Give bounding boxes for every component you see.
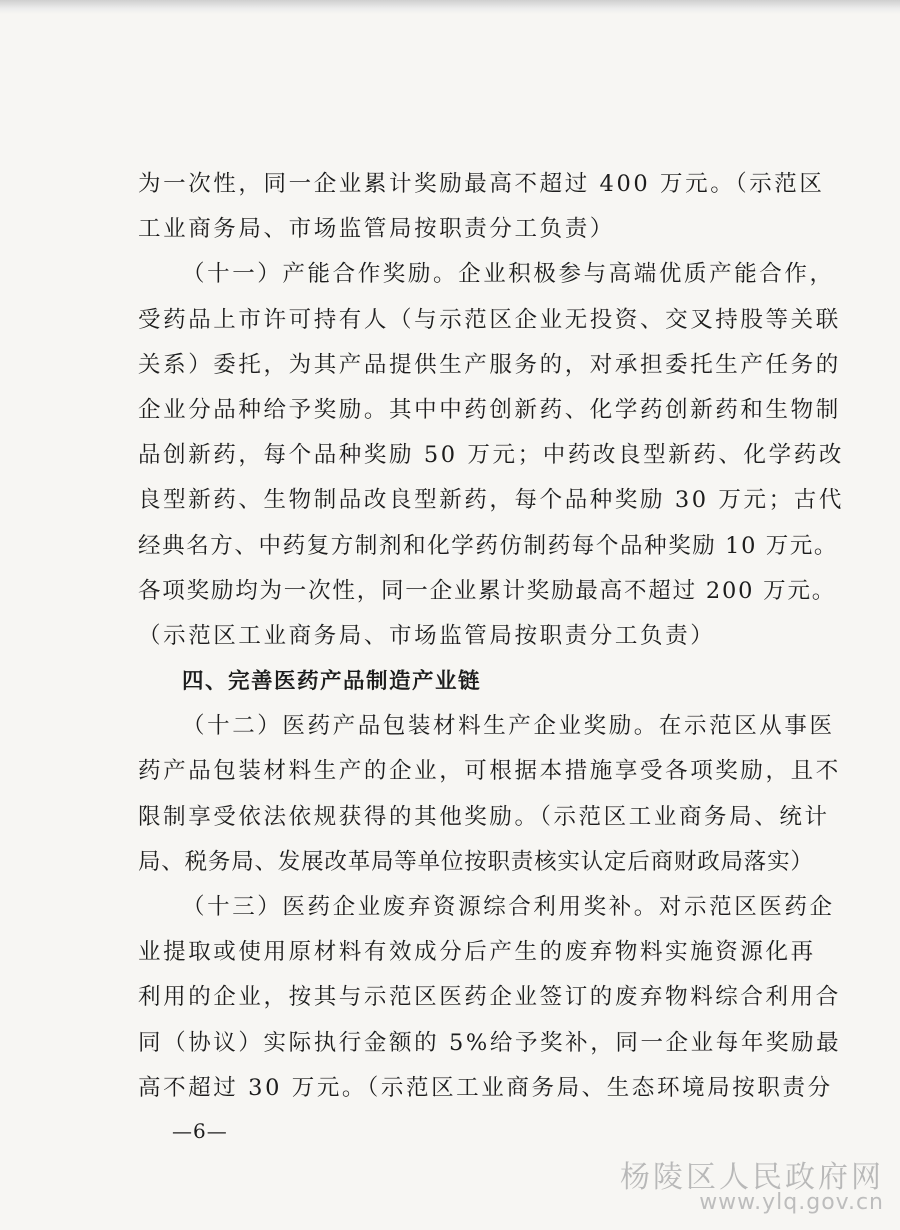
paragraph-line: 限制享受依法依规获得的其他奖励。（示范区工业商务局、统计 <box>138 803 830 830</box>
scan-top-edge <box>0 0 900 14</box>
document-body <box>138 162 844 1111</box>
paragraph-line: 局、税务局、发展改革局等单位按职责核实认定后商财政局落实） <box>138 848 814 875</box>
paragraph-line: （十一）产能合作奖励。企业积极参与高端优质产能合作， <box>182 261 835 288</box>
paragraph-line: 关系）委托，为其产品提供生产服务的，对承担委托生产任务的 <box>138 351 841 378</box>
paragraph-line: （十二）医药产品包装材料生产企业奖励。在示范区从事医 <box>182 713 835 740</box>
watermark-url: www.ylq.gov.cn <box>699 1190 884 1215</box>
paragraph-line: 各项奖励均为一次性，同一企业累计奖励最高不超过 200 万元。 <box>138 577 837 604</box>
paragraph-line: 良型新药、生物制品改良型新药，每个品种奖励 30 万元；古代 <box>138 487 844 514</box>
paragraph-line: 利用的企业，按其与示范区医药企业签订的废弃物料综合利用合 <box>138 984 841 1011</box>
paragraph-line: 业提取或使用原材料有效成分后产生的废弃物料实施资源化再 <box>138 939 816 966</box>
paragraph-line: （十三）医药企业废弃资源综合利用奖补。对示范区医药企 <box>182 894 835 920</box>
paragraph-line: 企业分品种给予奖励。其中中药创新药、化学药创新药和生物制 <box>138 396 841 423</box>
paragraph-line: 受药品上市许可持有人（与示范区企业无投资、交叉持股等关联 <box>138 306 841 333</box>
section-heading: 四、完善医药产品制造产业链 <box>182 669 482 695</box>
paragraph-line: 为一次性，同一企业累计奖励最高不超过 400 万元。（示范区 <box>138 171 825 197</box>
watermark-site-name: 杨陵区人民政府网 <box>620 1160 884 1195</box>
paragraph-line: 品创新药，每个品种奖励 50 万元；中药改良型新药、化学药改 <box>138 442 844 469</box>
paragraph-line: （示范区工业商务局、市场监管局按职责分工负责） <box>138 622 716 649</box>
paragraph-line: 经典名方、中药复方制剂和化学药仿制药每个品种奖励 10 万元。 <box>138 532 839 559</box>
paragraph-line: 工业商务局、市场监管局按职责分工负责） <box>138 216 615 243</box>
paragraph-line: 同（协议）实际执行金额的 5%给予奖补，同一企业每年奖励最 <box>138 1029 842 1056</box>
paragraph-line: 高不超过 30 万元。（示范区工业商务局、生态环境局按职责分 <box>138 1074 833 1101</box>
page-number: —6— <box>172 1119 228 1143</box>
paragraph-line: 药产品包装材料生产的企业，可根据本措施享受各项奖励，且不 <box>138 758 841 785</box>
